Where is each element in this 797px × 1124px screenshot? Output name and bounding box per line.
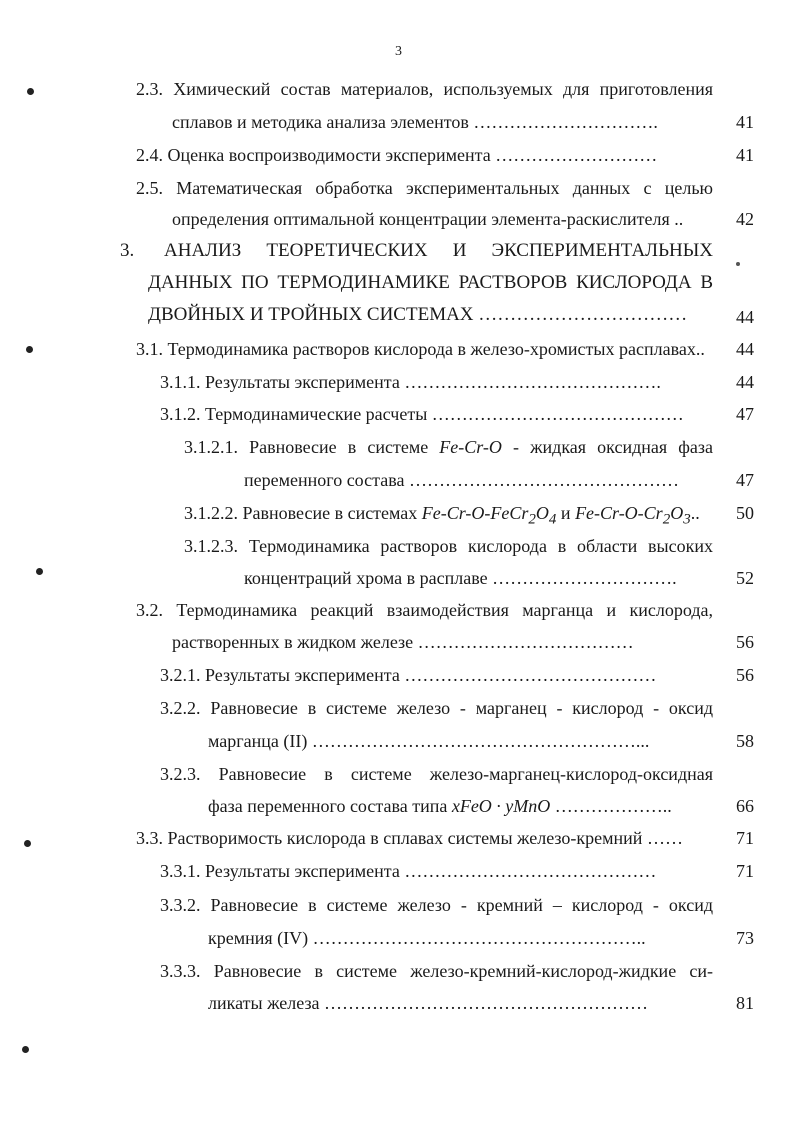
- text: ..: [690, 503, 700, 523]
- formula-part: Fe-Cr-O-Cr: [575, 503, 663, 523]
- formula: Fe-Cr-O: [439, 437, 502, 457]
- scan-speck: [22, 1046, 29, 1053]
- formula: [421, 503, 557, 528]
- toc-entry-3-2-1-page: 56: [736, 665, 754, 685]
- toc-entry-3-1-2-3-line2: концентраций хрома в расплаве ………………………….: [244, 568, 677, 588]
- toc-entry-2-4: 2.4. Оценка воспроизводимости эксперимента ………………………: [136, 145, 658, 165]
- formula-part: O: [535, 503, 549, 523]
- toc-entry-3-2-1: 3.2.1. Результаты эксперимента ……………………………………: [160, 665, 657, 685]
- toc-entry-3-1-2-2-page: 50: [736, 503, 754, 523]
- formula-part: Fe-Cr-O-FeCr: [421, 503, 529, 523]
- toc-entry-3-3-2-page: 73: [736, 928, 754, 948]
- text: ………………..: [550, 796, 672, 816]
- toc-entry-3-2-page: 56: [736, 632, 754, 652]
- toc-entry-3-3-2-line2: кремния (IV) ………………………………………………..: [208, 928, 646, 948]
- text: - жидкая оксидная фаза: [501, 437, 713, 457]
- toc-entry-3-3-page: 71: [736, 828, 754, 848]
- toc-entry-3-3-2-line1: 3.3.2. Равновесие в системе железо - кремний – кислород - оксид: [160, 895, 713, 915]
- toc-entry-2-3-line2: сплавов и методика анализа элементов ………………………….: [172, 112, 658, 132]
- text: 3.1.2.1. Равновесие в системе: [184, 437, 440, 457]
- toc-entry-3-1-1: 3.1.1. Результаты эксперимента …………………………………….: [160, 372, 661, 392]
- formula: [575, 503, 691, 528]
- toc-chapter-3-line1: АНАЛИЗ ТЕОРЕТИЧЕСКИХ И ЭКСПЕРИМЕНТАЛЬНЫХ: [164, 240, 713, 261]
- toc-entry-3-2-3-line1: 3.2.3. Равновесие в системе железо-марганец-кислород-оксидная: [160, 764, 713, 784]
- toc-entry-3-3-3-line2: ликаты железа ………………………………………………: [208, 993, 649, 1013]
- toc-entry-3-2-line1: 3.2. Термодинамика реакций взаимодействия марганца и кислорода,: [136, 600, 713, 620]
- subscript: 2: [662, 511, 671, 528]
- toc-entry-3-3-1-page: 71: [736, 861, 754, 881]
- subscript: 2: [528, 511, 536, 528]
- toc-entry-3-2-3-line2: [208, 795, 713, 817]
- toc-entry-3-1-2: 3.1.2. Термодинамические расчеты ……………………………………: [160, 404, 684, 424]
- toc-entry-2-3-page: 41: [736, 112, 754, 132]
- toc-entry-2-5-line1: 2.5. Математическая обработка экспериментальных данных с целью: [136, 178, 713, 198]
- toc-entry-3-1-page: 44: [736, 339, 754, 359]
- toc-entry-3-2-line2: растворенных в жидком железе ………………………………: [172, 632, 634, 652]
- toc-entry-3-2-2-page: 58: [736, 731, 754, 751]
- scan-speck: [36, 568, 43, 575]
- toc-entry-2-3-line1: 2.3. Химический состав материалов, используемых для приготовления: [136, 79, 713, 99]
- scan-speck: [27, 88, 34, 95]
- toc-chapter-3-page: 44: [736, 307, 754, 327]
- toc-entry-3-1-2-3-page: 52: [736, 568, 754, 588]
- toc-chapter-3-line2: ДАННЫХ ПО ТЕРМОДИНАМИКЕ РАСТВОРОВ КИСЛОРОДА В: [148, 272, 713, 293]
- text: фаза переменного состава типа: [208, 796, 452, 816]
- toc-entry-3-2-2-line1: 3.2.2. Равновесие в системе железо - марганец - кислород - оксид: [160, 698, 713, 718]
- toc-chapter-3-number: 3.: [120, 240, 135, 261]
- toc-entry-3-1: 3.1. Термодинамика растворов кислорода в железо-хромистых расплавах..: [136, 339, 705, 359]
- text: 3.1.2.2. Равновесие в системах: [184, 503, 422, 523]
- scan-speck: [24, 840, 31, 847]
- toc-entry-3-1-2-page: 47: [736, 404, 754, 424]
- formula-part: O: [670, 503, 684, 523]
- toc-entry-3-3-1: 3.3.1. Результаты эксперимента ……………………………………: [160, 861, 657, 881]
- toc-entry-3-3-3-page: 81: [736, 993, 754, 1013]
- toc-entry-3-3: 3.3. Растворимость кислорода в сплавах системы железо-кремний ……: [136, 828, 683, 848]
- scan-speck: [736, 262, 740, 266]
- toc-entry-3-1-1-page: 44: [736, 372, 754, 392]
- toc-entry-2-5-line2: определения оптимальной концентрации элемента-раскислителя ..: [172, 209, 684, 229]
- page-number: 3: [395, 44, 402, 59]
- scan-speck: [26, 346, 33, 353]
- subscript: 4: [548, 511, 557, 528]
- text: и: [556, 503, 576, 523]
- toc-entry-3-3-3-line1: 3.3.3. Равновесие в системе железо-кремний-кислород-жидкие си-: [160, 961, 713, 981]
- toc-entry-3-2-2-line2: марганца (II) ………………………………………………...: [208, 731, 650, 751]
- toc-entry-2-5-page: 42: [736, 209, 754, 229]
- toc-chapter-3-line3: ДВОЙНЫХ И ТРОЙНЫХ СИСТЕМАХ ……………………………: [148, 304, 688, 325]
- subscript: 3: [683, 511, 691, 528]
- toc-entry-3-1-2-1-page: 47: [736, 470, 754, 490]
- toc-entry-3-1-2-2: [184, 502, 713, 531]
- toc-entry-3-1-2-1-line2: переменного состава ………………………………………: [244, 470, 679, 490]
- toc-entry-3-1-2-1-line1: [184, 436, 713, 458]
- toc-entry-2-4-page: 41: [736, 145, 754, 165]
- toc-entry-3-1-2-3-line1: 3.1.2.3. Термодинамика растворов кислорода в области высоких: [184, 536, 713, 556]
- toc-entry-3-2-3-page: 66: [736, 796, 754, 816]
- formula: xFeO · yMnO: [451, 796, 551, 816]
